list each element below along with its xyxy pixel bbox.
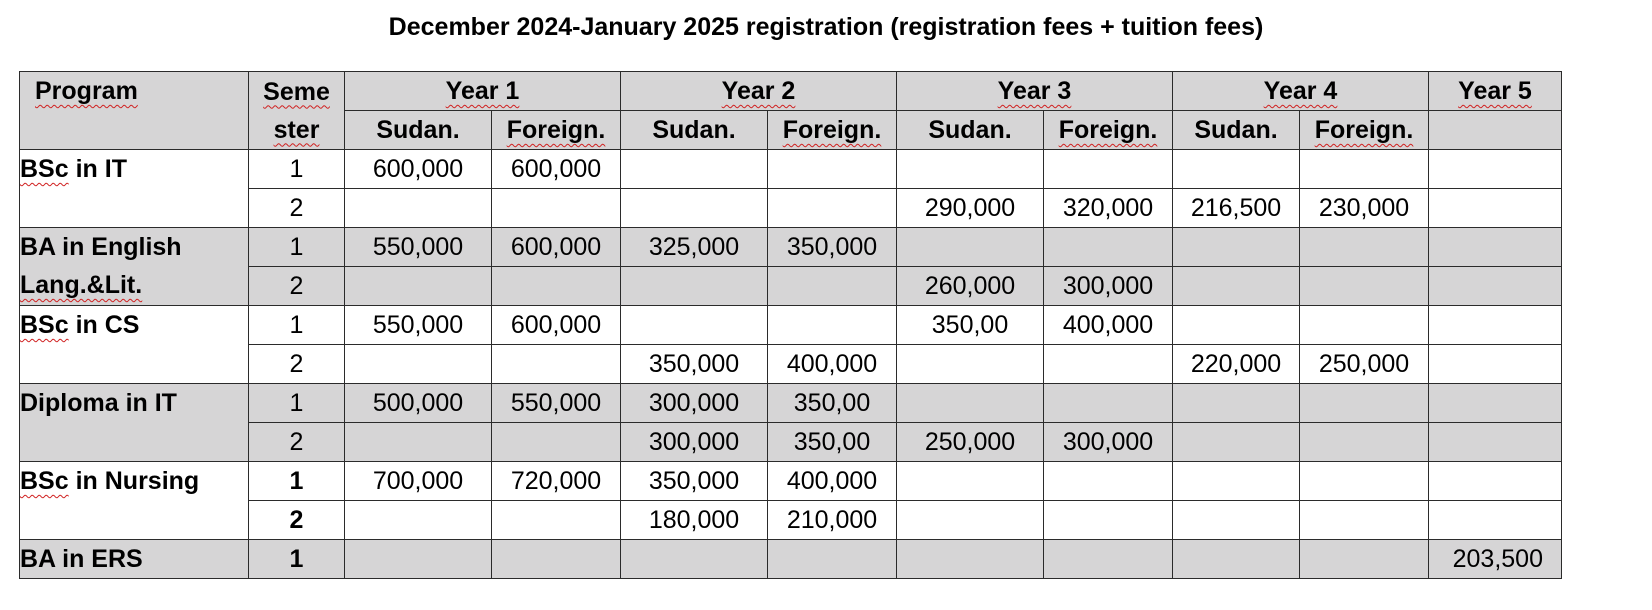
program-name-line: BSc in Nursing xyxy=(20,467,200,495)
fee-cell xyxy=(345,540,492,579)
fee-cell xyxy=(1429,228,1562,267)
fee-cell: 350,000 xyxy=(768,228,897,267)
program-name-line xyxy=(20,344,248,382)
fee-cell: 700,000 xyxy=(345,462,492,501)
fee-cell xyxy=(1300,501,1429,540)
program-name xyxy=(20,384,249,462)
fee-cell xyxy=(621,540,768,579)
fee-cell xyxy=(1429,501,1562,540)
fee-cell: 600,000 xyxy=(345,150,492,189)
fee-cell: 350,00 xyxy=(768,384,897,423)
table-row xyxy=(20,501,1562,540)
fee-cell: 320,000 xyxy=(1044,189,1173,228)
fee-cell xyxy=(1044,540,1173,579)
program-name-line: BSc in IT xyxy=(20,155,127,183)
fee-cell: 400,000 xyxy=(768,345,897,384)
semester-cell: 1 xyxy=(249,462,345,501)
table-row xyxy=(20,423,1562,462)
year-3-sudan-header: Sudan. xyxy=(897,111,1044,150)
fee-cell xyxy=(345,345,492,384)
semester-cell: 2 xyxy=(249,189,345,228)
table-row xyxy=(20,540,1562,579)
fee-cell xyxy=(1429,306,1562,345)
table-row xyxy=(20,150,1562,189)
fee-cell: 203,500 xyxy=(1429,540,1562,579)
program-name xyxy=(20,462,249,540)
fee-cell xyxy=(621,306,768,345)
table-row xyxy=(20,306,1562,345)
program-name xyxy=(20,228,249,306)
year-5-blank-header xyxy=(1429,111,1562,150)
semester-cell: 1 xyxy=(249,150,345,189)
fee-cell xyxy=(1300,150,1429,189)
page-title: December 2024-January 2025 registration (registration fees + tuition fees) xyxy=(388,13,1264,41)
program-name xyxy=(20,150,249,228)
fee-cell: 600,000 xyxy=(492,150,621,189)
fee-cell xyxy=(768,267,897,306)
year-4-header: Year 4 xyxy=(1173,72,1429,111)
fee-cell: 220,000 xyxy=(1173,345,1300,384)
fee-cell xyxy=(1300,462,1429,501)
year-3-foreign-header: Foreign. xyxy=(1044,111,1173,150)
semester-cell: 2 xyxy=(249,267,345,306)
semester-cell: 2 xyxy=(249,501,345,540)
fee-cell: 290,000 xyxy=(897,189,1044,228)
fee-cell xyxy=(1173,540,1300,579)
fee-cell: 300,000 xyxy=(1044,267,1173,306)
fee-cell: 350,000 xyxy=(621,345,768,384)
fee-cell xyxy=(1429,150,1562,189)
program-name-line: BSc in CS xyxy=(20,311,140,339)
fee-cell xyxy=(345,267,492,306)
semester-cell: 1 xyxy=(249,306,345,345)
program-name-line xyxy=(20,188,248,226)
year-4-sudan-header: Sudan. xyxy=(1173,111,1300,150)
fee-cell xyxy=(1044,384,1173,423)
semester-cell: 1 xyxy=(249,384,345,423)
program-name-line: BA in English xyxy=(20,233,182,261)
fee-cell: 180,000 xyxy=(621,501,768,540)
fee-cell: 350,00 xyxy=(897,306,1044,345)
fee-cell xyxy=(1173,228,1300,267)
fee-cell xyxy=(897,540,1044,579)
fee-cell xyxy=(897,501,1044,540)
fee-cell: 230,000 xyxy=(1300,189,1429,228)
table-row xyxy=(20,189,1562,228)
fee-cell xyxy=(621,150,768,189)
program-name-line xyxy=(20,500,248,538)
year-1-sudan-header: Sudan. xyxy=(345,111,492,150)
semester-header: Seme ster xyxy=(249,72,345,150)
program-name xyxy=(20,540,249,579)
fee-cell xyxy=(768,150,897,189)
fee-cell xyxy=(1173,423,1300,462)
program-name-line: BA in ERS xyxy=(20,545,143,573)
fee-cell xyxy=(1044,228,1173,267)
fee-cell: 550,000 xyxy=(345,306,492,345)
fee-cell xyxy=(492,189,621,228)
fee-cell xyxy=(1044,150,1173,189)
fee-cell xyxy=(492,267,621,306)
program-header: Program xyxy=(20,72,249,150)
table-row xyxy=(20,384,1562,423)
fee-cell xyxy=(768,189,897,228)
year-2-sudan-header: Sudan. xyxy=(621,111,768,150)
fee-cell xyxy=(1300,306,1429,345)
year-2-foreign-header: Foreign. xyxy=(768,111,897,150)
fee-cell xyxy=(1300,228,1429,267)
fee-cell xyxy=(345,423,492,462)
fee-cell: 400,000 xyxy=(768,462,897,501)
program-name xyxy=(20,306,249,384)
fee-cell xyxy=(768,306,897,345)
program-name-line: Lang.&Lit. xyxy=(20,271,143,299)
fee-cell xyxy=(492,345,621,384)
fee-cell xyxy=(897,384,1044,423)
fee-cell xyxy=(345,501,492,540)
fees-table xyxy=(19,71,1562,579)
semester-cell: 1 xyxy=(249,540,345,579)
fee-cell: 550,000 xyxy=(492,384,621,423)
program-name-line xyxy=(20,422,248,460)
year-1-foreign-header: Foreign. xyxy=(492,111,621,150)
fee-cell xyxy=(1429,345,1562,384)
fee-cell xyxy=(492,540,621,579)
year-5-header: Year 5 xyxy=(1429,72,1562,111)
fee-cell xyxy=(621,267,768,306)
table-row xyxy=(20,462,1562,501)
table-row xyxy=(20,345,1562,384)
fee-cell xyxy=(1044,462,1173,501)
fee-cell: 720,000 xyxy=(492,462,621,501)
fee-cell xyxy=(897,345,1044,384)
fee-cell: 210,000 xyxy=(768,501,897,540)
fee-cell xyxy=(1173,150,1300,189)
fee-cell xyxy=(492,501,621,540)
fee-cell xyxy=(1173,501,1300,540)
fee-cell xyxy=(768,540,897,579)
fee-cell: 500,000 xyxy=(345,384,492,423)
fee-cell: 250,000 xyxy=(1300,345,1429,384)
fee-cell: 600,000 xyxy=(492,306,621,345)
fee-cell xyxy=(1300,267,1429,306)
fee-cell xyxy=(1429,423,1562,462)
fee-cell xyxy=(1429,384,1562,423)
year-1-header: Year 1 xyxy=(345,72,621,111)
fee-cell: 260,000 xyxy=(897,267,1044,306)
fee-cell xyxy=(897,462,1044,501)
fee-cell xyxy=(1429,189,1562,228)
fee-cell xyxy=(1173,306,1300,345)
fee-cell xyxy=(1300,540,1429,579)
fee-cell xyxy=(1300,384,1429,423)
fee-cell xyxy=(1173,384,1300,423)
fee-cell xyxy=(345,189,492,228)
table-row xyxy=(20,267,1562,306)
fee-cell xyxy=(1173,267,1300,306)
program-name-line: Diploma in IT xyxy=(20,389,177,417)
fee-cell: 216,500 xyxy=(1173,189,1300,228)
fee-cell: 350,00 xyxy=(768,423,897,462)
fee-cell: 400,000 xyxy=(1044,306,1173,345)
fee-cell: 600,000 xyxy=(492,228,621,267)
fee-cell xyxy=(1300,423,1429,462)
year-2-header: Year 2 xyxy=(621,72,897,111)
fee-cell xyxy=(1044,345,1173,384)
fee-cell xyxy=(492,423,621,462)
semester-cell: 2 xyxy=(249,423,345,462)
fee-cell xyxy=(1044,501,1173,540)
header-row-years xyxy=(20,72,1562,111)
semester-cell: 1 xyxy=(249,228,345,267)
semester-cell: 2 xyxy=(249,345,345,384)
fee-cell xyxy=(897,150,1044,189)
year-3-header: Year 3 xyxy=(897,72,1173,111)
fee-cell xyxy=(1429,267,1562,306)
table-row xyxy=(20,228,1562,267)
fee-cell: 250,000 xyxy=(897,423,1044,462)
fee-cell: 325,000 xyxy=(621,228,768,267)
fee-cell xyxy=(621,189,768,228)
fee-cell: 300,000 xyxy=(1044,423,1173,462)
year-4-foreign-header: Foreign. xyxy=(1300,111,1429,150)
fee-cell: 300,000 xyxy=(621,423,768,462)
fee-cell: 550,000 xyxy=(345,228,492,267)
fee-cell: 300,000 xyxy=(621,384,768,423)
fee-cell xyxy=(1173,462,1300,501)
fee-cell: 350,000 xyxy=(621,462,768,501)
fee-cell xyxy=(1429,462,1562,501)
fee-cell xyxy=(897,228,1044,267)
